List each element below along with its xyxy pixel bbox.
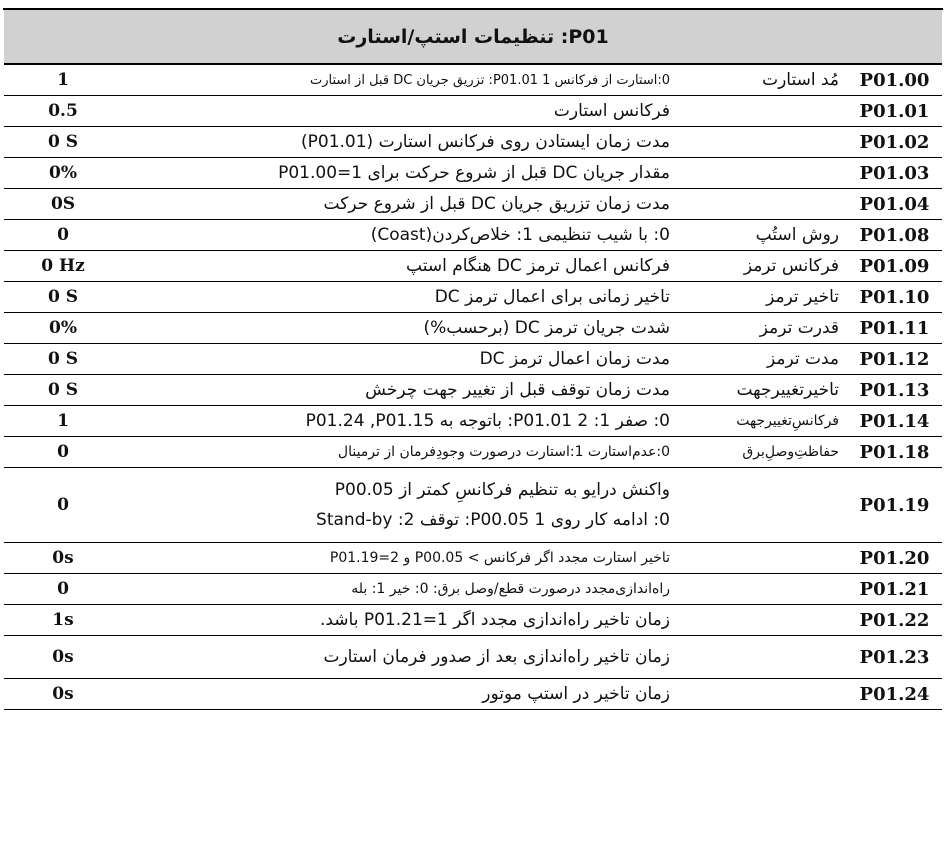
default-value: 0 Hz — [4, 251, 122, 282]
default-value: 0% — [4, 313, 122, 344]
param-code: P01.08 — [847, 220, 942, 251]
param-name: قدرت ترمز — [676, 313, 847, 344]
default-value: 0 S — [4, 344, 122, 375]
description: فرکانس استارت — [122, 96, 676, 127]
param-name — [676, 127, 847, 158]
description: مقدار جریان DC قبل از شروع حرکت برای P01.00=1 — [122, 158, 676, 189]
table-row — [4, 313, 942, 344]
param-name — [676, 158, 847, 189]
param-code: P01.12 — [847, 344, 942, 375]
default-value: 0 S — [4, 282, 122, 313]
table-row — [4, 189, 942, 220]
table-title — [4, 10, 942, 64]
top-cut-strip — [0, 0, 946, 10]
param-name — [676, 468, 847, 543]
description: فرکانس اعمال ترمز DC هنگام استپ — [122, 251, 676, 282]
default-value: 0% — [4, 158, 122, 189]
default-value: 1 — [4, 64, 122, 96]
default-value: 0.5 — [4, 96, 122, 127]
default-value: 0 — [4, 468, 122, 543]
param-name: حفاظتِ‌وصلِ‌برق — [676, 437, 847, 468]
param-code: P01.02 — [847, 127, 942, 158]
table-row — [4, 574, 942, 605]
title-label: : تنظیمات استپ/استارت — [337, 25, 569, 48]
description-line-2: 0: ادامه کار روی P00.05 1: توقف 2: Stand-by — [316, 510, 670, 530]
param-code: P01.09 — [847, 251, 942, 282]
table-title-row — [4, 10, 942, 64]
description: 0: صفر 1: P01.01 2: باتوجه به P01.24 ,P01.15 — [122, 406, 676, 437]
description: مدت زمان ایستادن روی فرکانس استارت (P01.01) — [122, 127, 676, 158]
table-row — [4, 64, 942, 96]
table-row — [4, 468, 942, 543]
param-name: تاخیر ترمز — [676, 282, 847, 313]
table-row — [4, 375, 942, 406]
description: زمان تاخیر در استپ موتور — [122, 679, 676, 710]
description: راه‌اندازی‌مجدد درصورت قطع/وصل برق: 0: خیر 1: بله — [122, 574, 676, 605]
param-name — [676, 96, 847, 127]
param-code: P01.24 — [847, 679, 942, 710]
param-code: P01.00 — [847, 64, 942, 96]
table-row — [4, 96, 942, 127]
title-code: P01 — [568, 25, 609, 48]
param-name: فرکانسِ‌تغییرجهت — [676, 406, 847, 437]
param-name — [676, 543, 847, 574]
param-code: P01.04 — [847, 189, 942, 220]
param-code: P01.11 — [847, 313, 942, 344]
table-row — [4, 636, 942, 679]
title-text — [337, 26, 608, 48]
param-code: P01.21 — [847, 574, 942, 605]
description: شدت جریان ترمز DC (برحسب%) — [122, 313, 676, 344]
param-name — [676, 679, 847, 710]
description: مدت زمان توقف قبل از تغییر جهت چرخش — [122, 375, 676, 406]
param-name — [676, 636, 847, 679]
default-value: 0 S — [4, 375, 122, 406]
default-value: 0 — [4, 220, 122, 251]
param-name: تاخیرتغییرجهت — [676, 375, 847, 406]
description: زمان تاخیر راه‌اندازی بعد از صدور فرمان استارت — [122, 636, 676, 679]
description: تاخیر زمانی برای اعمال ترمز DC — [122, 282, 676, 313]
description-line-1: واکنش درایو به تنظیم فرکانسِ کمتر از P00.05 — [334, 480, 670, 500]
description: 0: با شیب تنظیمی 1: خلاص‌کردن(Coast) — [122, 220, 676, 251]
default-value: 0s — [4, 679, 122, 710]
table-row — [4, 220, 942, 251]
description: تاخیر استارت مجدد اگر فرکانس > P00.05 و P01.19=2 — [122, 543, 676, 574]
description — [122, 468, 676, 543]
param-code: P01.10 — [847, 282, 942, 313]
param-name — [676, 574, 847, 605]
param-name: روش استُپ — [676, 220, 847, 251]
description: مدت زمان تزریق جریان DC قبل از شروع حرکت — [122, 189, 676, 220]
default-value: 1s — [4, 605, 122, 636]
param-code: P01.19 — [847, 468, 942, 543]
table-row — [4, 344, 942, 375]
default-value: 0 — [4, 437, 122, 468]
default-value: 0S — [4, 189, 122, 220]
description: 0:استارت از فرکانس P01.01 1: تزریق جریان DC قبل از استارت — [122, 64, 676, 96]
table-row — [4, 437, 942, 468]
table-row — [4, 543, 942, 574]
table-row — [4, 251, 942, 282]
param-code: P01.20 — [847, 543, 942, 574]
param-code: P01.13 — [847, 375, 942, 406]
param-name: مدت ترمز — [676, 344, 847, 375]
table-row — [4, 282, 942, 313]
description: 0:عدم‌استارت 1:استارت درصورت وجودِفرمان از ترمینال — [122, 437, 676, 468]
param-code: P01.14 — [847, 406, 942, 437]
default-value: 0s — [4, 636, 122, 679]
default-value: 0 — [4, 574, 122, 605]
table-row — [4, 158, 942, 189]
param-name: مُد استارت — [676, 64, 847, 96]
param-code: P01.01 — [847, 96, 942, 127]
description: زمان تاخیر راه‌اندازی مجدد اگر P01.21=1 باشد. — [122, 605, 676, 636]
param-code: P01.23 — [847, 636, 942, 679]
param-code: P01.03 — [847, 158, 942, 189]
parameter-table — [4, 10, 942, 710]
table-row — [4, 127, 942, 158]
table-row — [4, 605, 942, 636]
table-row — [4, 406, 942, 437]
description: مدت زمان اعمال ترمز DC — [122, 344, 676, 375]
default-value: 1 — [4, 406, 122, 437]
param-name: فرکانس ترمز — [676, 251, 847, 282]
default-value: 0 S — [4, 127, 122, 158]
param-code: P01.18 — [847, 437, 942, 468]
param-name — [676, 605, 847, 636]
default-value: 0s — [4, 543, 122, 574]
param-code: P01.22 — [847, 605, 942, 636]
param-name — [676, 189, 847, 220]
table-row — [4, 679, 942, 710]
